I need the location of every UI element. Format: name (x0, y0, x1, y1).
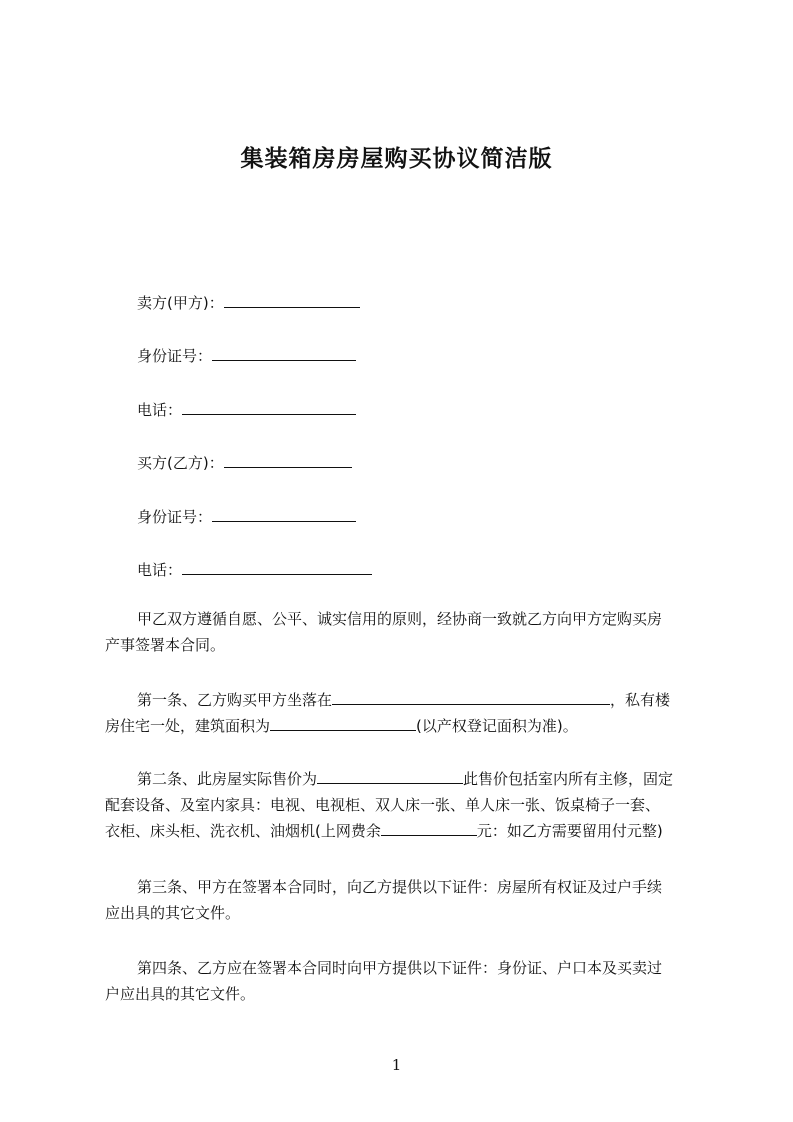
article-2-line-1 (105, 766, 705, 792)
buyer-phone-field (137, 558, 372, 580)
buyer-phone-label: 电话： (137, 561, 183, 579)
article-2-text-d: 元：如乙方需要留用付元整) (476, 822, 663, 840)
document-title: 集装箱房房屋购买协议简洁版 (240, 146, 553, 172)
buyer-id-label: 身份证号： (137, 508, 213, 526)
seller-id-blank[interactable] (212, 344, 356, 361)
intro-paragraph (105, 606, 705, 658)
article-2-text-a: 第二条、此房屋实际售价为 (137, 770, 318, 788)
article-2-text-b: 此售价包括室内所有主修，固定 (463, 770, 674, 788)
article-2 (105, 766, 705, 844)
buyer-id-blank[interactable] (212, 505, 356, 522)
article-4 (105, 955, 705, 1007)
seller-blank[interactable] (224, 291, 360, 308)
intro-line-2: 产事签署本合同。 (105, 636, 226, 654)
article-4-line-1: 第四条、乙方应在签署本合同时向甲方提供以下证件：身份证、户口本及买卖过 (137, 959, 663, 977)
article-3 (105, 874, 705, 926)
buyer-blank[interactable] (224, 451, 352, 468)
buyer-field (137, 451, 352, 473)
seller-phone-field (137, 398, 356, 420)
article-1-text-c: 房住宅一处，建筑面积为 (105, 717, 271, 735)
seller-phone-blank[interactable] (182, 398, 356, 415)
article-1-text-b: ，私有楼 (610, 691, 671, 709)
article-4-line-2: 户应出具的其它文件。 (105, 985, 256, 1003)
seller-phone-label: 电话： (137, 401, 183, 419)
article-1-text-a: 第一条、乙方购买甲方坐落在 (137, 691, 333, 709)
article-1-line-2 (105, 713, 705, 739)
article-1 (105, 687, 705, 739)
area-blank[interactable] (270, 714, 416, 731)
buyer-label: 买方(乙方)： (137, 454, 224, 472)
article-1-text-d: (以产权登记面积为准)。 (416, 717, 578, 735)
article-2-text-c: 衣柜、床头柜、洗衣机、油烟机(上网费余 (105, 822, 381, 840)
article-2-line-2: 配套设备、及室内家具：电视、电视柜、双人床一张、单人床一张、饭桌椅子一套、 (105, 796, 661, 814)
intro-line-1: 甲乙双方遵循自愿、公平、诚实信用的原则，经协商一致就乙方向甲方定购买房 (137, 610, 663, 628)
page-number: 1 (391, 1056, 402, 1074)
internet-fee-blank[interactable] (381, 819, 477, 836)
article-2-line-3 (105, 818, 705, 844)
price-blank[interactable] (317, 767, 463, 784)
seller-label: 卖方(甲方)： (137, 294, 224, 312)
buyer-phone-blank[interactable] (182, 558, 372, 575)
seller-id-label: 身份证号： (137, 347, 213, 365)
seller-id-field (137, 344, 356, 366)
article-3-line-2: 应出具的其它文件。 (105, 904, 241, 922)
buyer-id-field (137, 505, 356, 527)
article-1-line-1 (105, 687, 705, 713)
location-blank[interactable] (332, 688, 610, 705)
article-3-line-1: 第三条、甲方在签署本合同时，向乙方提供以下证件：房屋所有权证及过户手续 (137, 878, 663, 896)
seller-field (137, 291, 360, 313)
